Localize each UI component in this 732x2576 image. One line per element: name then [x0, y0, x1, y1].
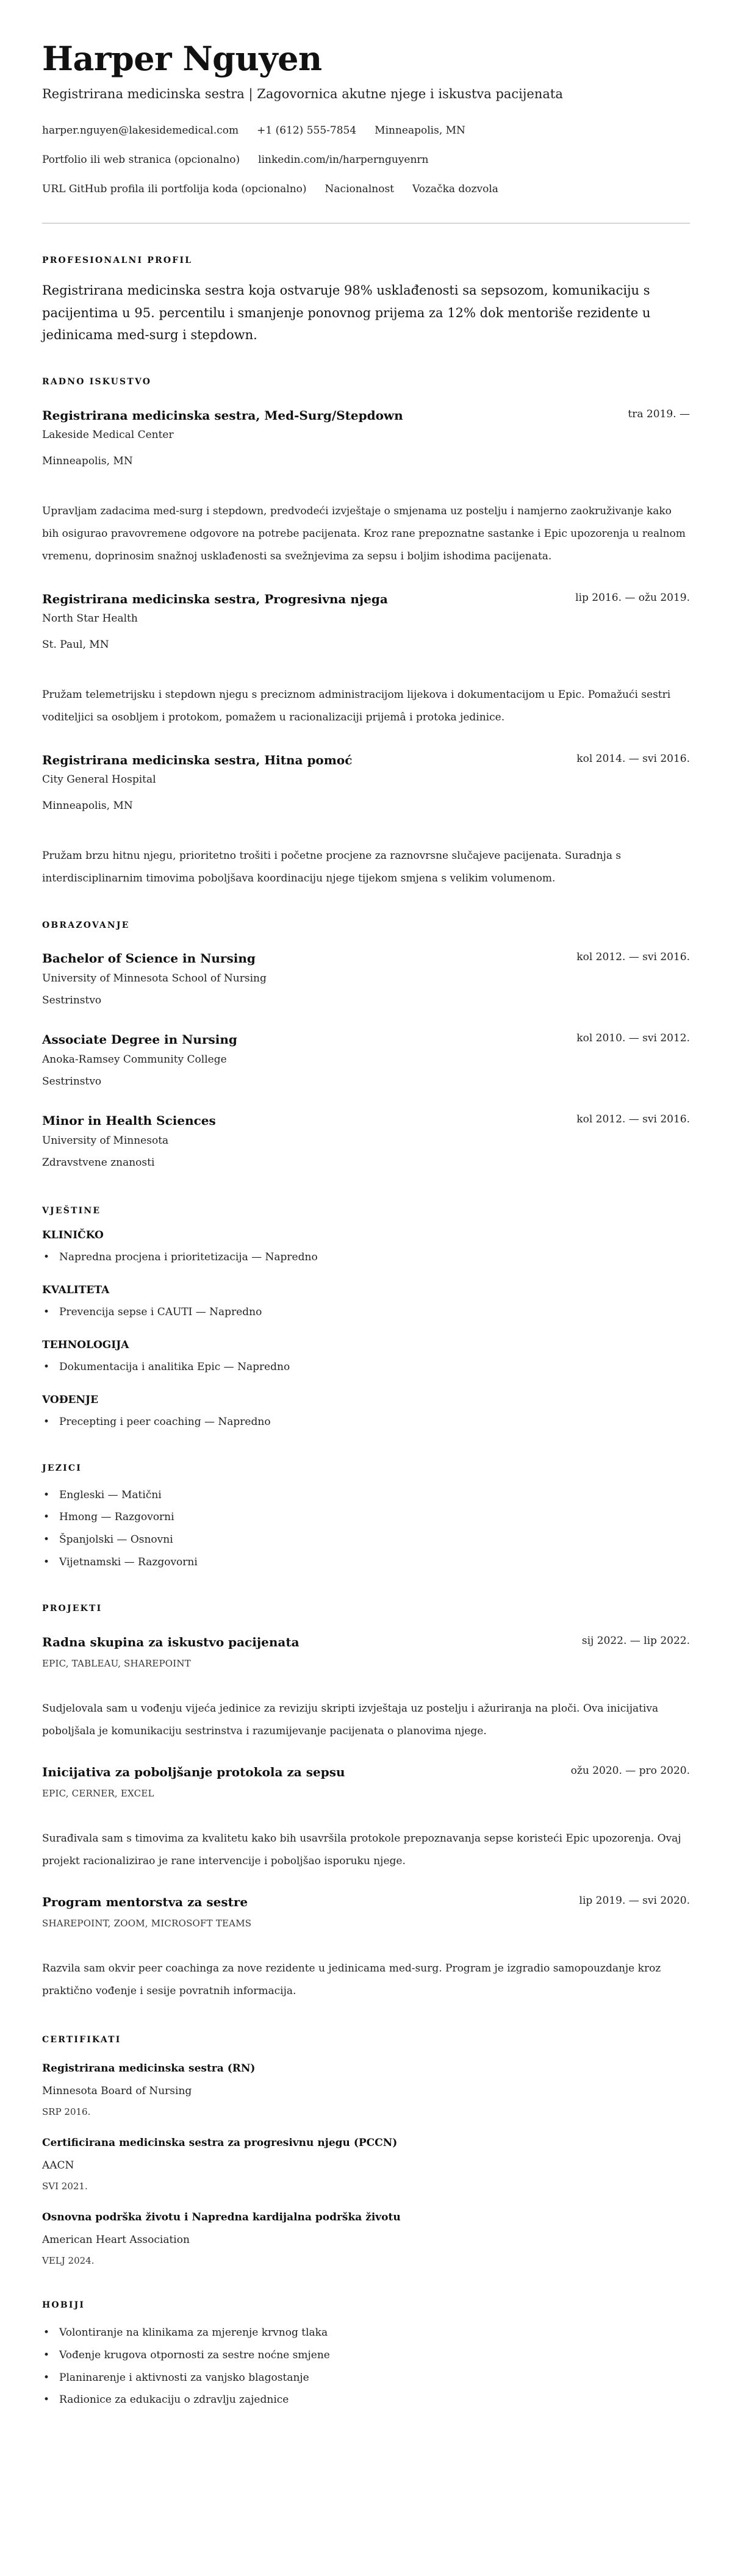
skill-group-title: KVALITETA — [42, 1283, 110, 1296]
skill-list — [42, 1413, 690, 1430]
language-item: • Vijetnamski — Razgovorni — [42, 1551, 690, 1574]
location: Minneapolis, MN — [375, 124, 465, 137]
drivers-license: Vozačka dozvola — [412, 183, 498, 195]
github-link[interactable]: URL GitHub profila ili portfolija koda (opcionalno) — [42, 183, 307, 195]
job-title: Registrirana medicinska sestra, Progresivna njega — [42, 591, 388, 606]
certificate-date: SRP 2016. — [42, 2106, 91, 2118]
project-date: ožu 2020. — pro 2020. — [570, 1765, 690, 1778]
skill-list — [42, 1249, 690, 1266]
certificate-entry — [42, 2209, 690, 2267]
nationality: Nacionalnost — [325, 183, 394, 195]
contact-row — [42, 151, 690, 168]
hobby-item: • Volontiranje na klinikama za mjerenje krvnog tlaka — [42, 2322, 690, 2344]
company: City General Hospital — [42, 773, 156, 786]
certificates-section — [42, 2034, 690, 2267]
skill-group-title: VOĐENJE — [42, 1393, 99, 1406]
certificate-title: Osnovna podrška životu i Napredna kardijalna podrška životu — [42, 2211, 401, 2224]
skill-list — [42, 1304, 690, 1321]
project-tech: EPIC, CERNER, EXCEL — [42, 1788, 154, 1799]
project-date: sij 2022. — lip 2022. — [581, 1635, 690, 1648]
skill-item: • Dokumentacija i analitika Epic — Napredno — [42, 1358, 690, 1376]
project-title: Inicijativa za poboljšanje protokola za sepsu — [42, 1765, 345, 1780]
school: University of Minnesota — [42, 1134, 169, 1147]
linkedin-link[interactable]: linkedin.com/in/harpernguyenrn — [258, 154, 429, 166]
profile-summary: Registrirana medicinska sestra koja ostvaruje 98% usklađenosti sa sepsozom, komunikaciju s pacijentima u 95. percentilu i smanjenje ponovnog prijema za 12% dok mentoriše rezidente u jedinicama med-surg i stepdown. — [42, 283, 651, 342]
skill-item: • Prevencija sepse i CAUTI — Napredno — [42, 1304, 690, 1321]
language-item: • Španjolski — Osnovni — [42, 1529, 690, 1551]
school: Anoka-Ramsey Community College — [42, 1053, 227, 1066]
certificate-date: VELJ 2024. — [42, 2255, 95, 2267]
education-date: kol 2012. — svi 2016. — [576, 1113, 690, 1125]
profile-section — [42, 254, 690, 346]
job-date: lip 2016. — ožu 2019. — [575, 591, 690, 604]
school: University of Minnesota School of Nursing — [42, 972, 267, 985]
company: Lakeside Medical Center — [42, 428, 174, 441]
education-entry — [42, 1030, 690, 1090]
certificate-issuer: American Heart Association — [42, 2234, 190, 2247]
certificate-entry — [42, 2135, 690, 2193]
project-title: Program mentorstva za sestre — [42, 1895, 248, 1910]
education-section — [42, 919, 690, 1171]
job-location: Minneapolis, MN — [42, 454, 133, 467]
hobby-item: • Vođenje krugova otpornosti za sestre noćne smjene — [42, 2344, 690, 2367]
section-title: OBRAZOVANJE — [42, 920, 130, 930]
degree: Bachelor of Science in Nursing — [42, 950, 256, 966]
section-title: HOBIJI — [42, 2300, 85, 2311]
job-description: Pružam brzu hitnu njegu, prioritetno trošiti i početne procjene za raznovrsne slučajeve pacijenata. Suradnja s interdisciplinarnim timovima poboljšava koordinaciju njege tijekom smjena s velikim volumenom. — [42, 849, 622, 884]
portfolio-link[interactable]: Portfolio ili web stranica (opcionalno) — [42, 154, 240, 166]
language-list — [42, 1484, 690, 1574]
job-description: Upravljam zadacima med-surg i stepdown, predvodeći izvještaje o smjenama uz postelju i namjerno zaokruživanje kako bih osigurao pravovremene odgovore na potrebe pacijenata. Kroz rane prepoznatne sastanke i Epic upozorenja u realnom vremenu, doprinosim snažnoj usklađenosti sa svežnjevima za sepsu i boljim ishodima pacijenata. — [42, 504, 686, 562]
degree: Associate Degree in Nursing — [42, 1031, 237, 1047]
contact-row — [42, 122, 690, 139]
skill-item: • Napredna procjena i prioritetizacija — Napredno — [42, 1249, 690, 1266]
project-description: Razvila sam okvir peer coachinga za nove rezidente u jedinicama med-surg. Program je izgradio samopouzdanje kroz praktično vođenje i sesije povratnih informacija. — [42, 1962, 661, 1998]
company: North Star Health — [42, 612, 138, 625]
job-description: Pružam telemetrijsku i stepdown njegu s preciznom administracijom lijekova i dokumentacijom u Epic. Pomažući sestri voditeljici sa osobljem i protokom, pomažem u racionalizaciji prijemâ i protoka jedinice. — [42, 688, 671, 723]
candidate-name: Harper Nguyen — [42, 39, 322, 78]
section-title: CERTIFIKATI — [42, 2035, 121, 2045]
section-title: PROFESIONALNI PROFIL — [42, 256, 193, 265]
project-tech: EPIC, TABLEAU, SHAREPOINT — [42, 1658, 191, 1670]
field-of-study: Sestrinstvo — [42, 994, 102, 1006]
project-description: Sudjelovala sam u vođenju vijeća jedinice za reviziju skripti izvještaja uz postelju i ažuriranja na ploči. Ova inicijativa poboljšala je komunikaciju sestrinstva i razumijevanje pacijenata o planovima njege. — [42, 1702, 659, 1738]
job-title: Registrirana medicinska sestra, Hitna pomoć — [42, 752, 353, 767]
project-entry — [42, 1893, 690, 2003]
project-title: Radna skupina za iskustvo pacijenata — [42, 1635, 300, 1650]
certificate-title: Certificirana medicinska sestra za progresivnu njegu (PCCN) — [42, 2137, 398, 2150]
skill-group-title: KLINIČKO — [42, 1229, 104, 1241]
contact-row — [42, 181, 690, 198]
job-entry — [42, 406, 690, 568]
job-title: Registrirana medicinska sestra, Med-Surg/Stepdown — [42, 407, 403, 423]
certificate-issuer: Minnesota Board of Nursing — [42, 2085, 192, 2098]
section-title: PROJEKTI — [42, 1604, 102, 1614]
education-date: kol 2012. — svi 2016. — [576, 950, 690, 963]
skill-item: • Precepting i peer coaching — Napredno — [42, 1413, 690, 1430]
degree: Minor in Health Sciences — [42, 1113, 216, 1128]
hobby-list — [42, 2322, 690, 2411]
section-title: RADNO ISKUSTVO — [42, 376, 152, 387]
skill-group-title: TEHNOLOGIJA — [42, 1338, 129, 1351]
hobby-item: • Planinarenje i aktivnosti za vanjsko blagostanje — [42, 2367, 690, 2389]
job-location: St. Paul, MN — [42, 638, 109, 651]
skills-section — [42, 1205, 690, 1430]
headline: Registrirana medicinska sestra | Zagovornica akutne njege i iskustva pacijenata — [42, 87, 563, 101]
job-date: tra 2019. — — [628, 407, 690, 420]
resume-header — [42, 40, 690, 198]
project-entry — [42, 1633, 690, 1743]
project-description: Surađivala sam s timovima za kvalitetu kako bih usavršila protokole prepoznavanja sepse koristeći Epic upozorenja. Ovaj projekt racionalizirao je rane intervencije i poboljšao isporuku njege. — [42, 1832, 681, 1868]
section-title: JEZICI — [42, 1463, 82, 1473]
education-date: kol 2010. — svi 2012. — [576, 1031, 690, 1044]
certificate-issuer: AACN — [42, 2159, 74, 2172]
email-link[interactable]: harper.nguyen@lakesidemedical.com — [42, 124, 239, 137]
hobbies-section — [42, 2299, 690, 2411]
hobby-item: • Radionice za edukaciju o zdravlju zajednice — [42, 2389, 690, 2411]
section-title: VJEŠTINE — [42, 1205, 101, 1216]
certificate-entry — [42, 2061, 690, 2119]
job-date: kol 2014. — svi 2016. — [576, 752, 690, 765]
languages-section — [42, 1462, 690, 1574]
education-entry — [42, 1111, 690, 1171]
field-of-study: Zdravstvene znanosti — [42, 1156, 155, 1169]
phone: +1 (612) 555-7854 — [257, 124, 357, 137]
project-date: lip 2019. — svi 2020. — [579, 1895, 690, 1907]
job-entry — [42, 751, 690, 890]
education-entry — [42, 949, 690, 1009]
job-entry — [42, 590, 690, 729]
header-divider — [42, 223, 690, 224]
project-tech: SHAREPOINT, ZOOM, MICROSOFT TEAMS — [42, 1918, 252, 1929]
certificate-date: SVI 2021. — [42, 2181, 88, 2192]
certificate-title: Registrirana medicinska sestra (RN) — [42, 2062, 256, 2075]
project-entry — [42, 1763, 690, 1873]
experience-section — [42, 376, 690, 890]
language-item: • Hmong — Razgovorni — [42, 1506, 690, 1529]
field-of-study: Sestrinstvo — [42, 1075, 102, 1088]
job-location: Minneapolis, MN — [42, 799, 133, 812]
skill-list — [42, 1358, 690, 1376]
projects-section — [42, 1602, 690, 2003]
language-item: • Engleski — Matični — [42, 1484, 690, 1507]
